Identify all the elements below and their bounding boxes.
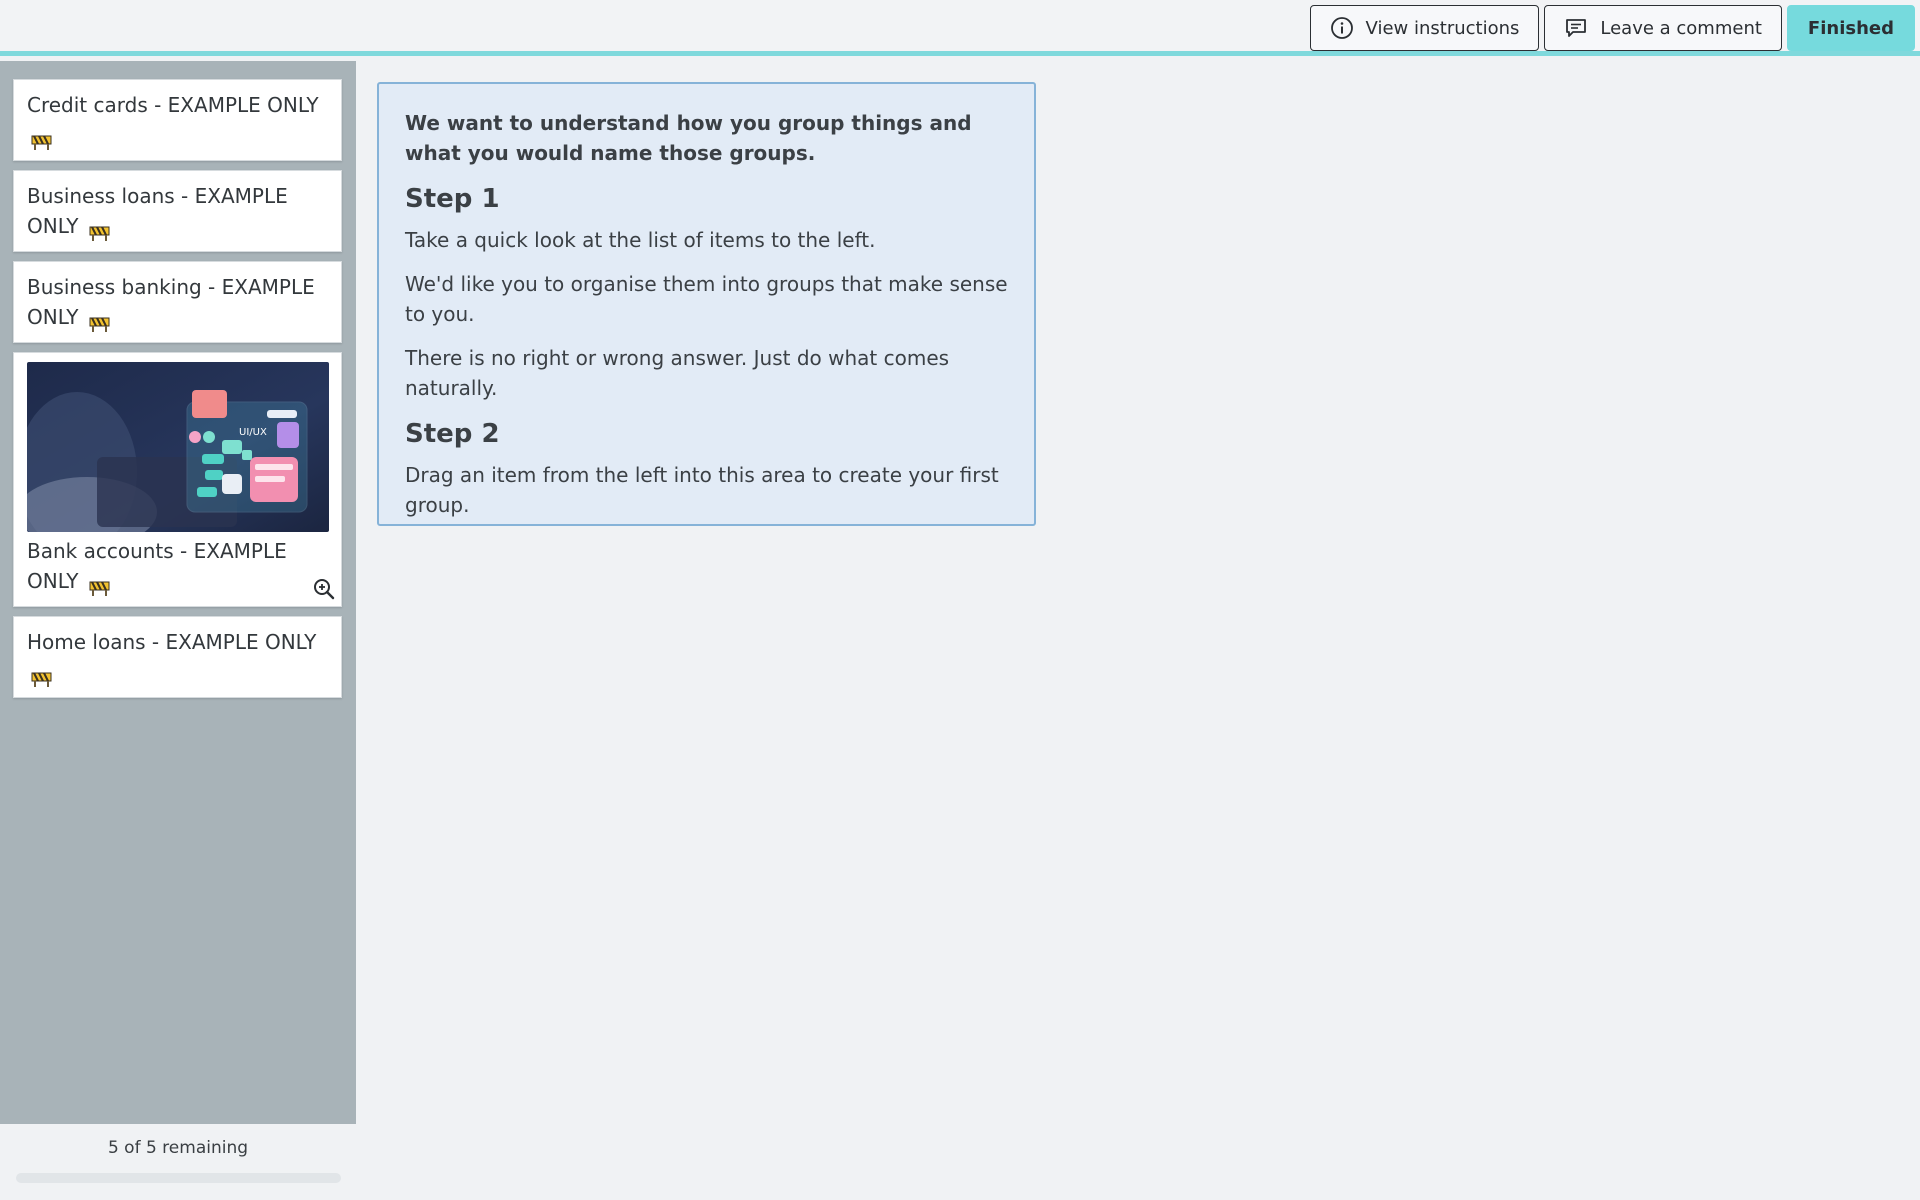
leave-comment-label: Leave a comment bbox=[1600, 17, 1762, 39]
card-label: Home loans - EXAMPLE ONLY bbox=[27, 630, 317, 654]
construction-sign-icon bbox=[89, 220, 110, 236]
top-bar bbox=[0, 0, 1920, 56]
sidebar-footer bbox=[0, 1124, 356, 1200]
card-home-loans[interactable] bbox=[13, 616, 342, 698]
card-credit-cards[interactable] bbox=[13, 79, 342, 161]
instructions-panel[interactable] bbox=[377, 82, 1036, 526]
step-1-text-2: We'd like you to organise them into groups that make sense to you. bbox=[405, 272, 1008, 326]
view-instructions-button[interactable] bbox=[1310, 5, 1540, 51]
card-label: Business loans - EXAMPLE ONLY bbox=[27, 184, 288, 238]
card-business-loans[interactable] bbox=[13, 170, 342, 252]
instructions-intro: We want to understand how you group things and what you would name those groups. bbox=[405, 111, 972, 165]
info-icon bbox=[1330, 16, 1354, 40]
card-label: Credit cards - EXAMPLE ONLY bbox=[27, 93, 319, 117]
remaining-count: 5 of 5 remaining bbox=[107, 1138, 249, 1158]
finished-button[interactable] bbox=[1787, 5, 1915, 51]
step-1-text-1: Take a quick look at the list of items to the left. bbox=[405, 228, 876, 252]
construction-sign-icon bbox=[89, 311, 110, 327]
svg-text:UI/UX: UI/UX bbox=[239, 427, 267, 438]
card-list bbox=[13, 79, 342, 707]
card-bank-accounts[interactable] bbox=[13, 352, 342, 607]
card-business-banking[interactable] bbox=[13, 261, 342, 343]
construction-sign-icon bbox=[89, 575, 110, 591]
topbar-actions bbox=[1310, 5, 1915, 51]
step-2-text-1: Drag an item from the left into this area to create your first group. bbox=[405, 463, 999, 517]
construction-sign-icon bbox=[31, 129, 52, 145]
view-instructions-label: View instructions bbox=[1365, 17, 1520, 39]
step-1-heading: Step 1 bbox=[405, 184, 500, 214]
card-sidebar bbox=[0, 61, 356, 1200]
construction-sign-icon bbox=[31, 666, 52, 682]
zoom-in-icon[interactable] bbox=[312, 577, 336, 601]
step-1-text-3: There is no right or wrong answer. Just do what comes naturally. bbox=[405, 346, 950, 400]
progress-bar bbox=[16, 1173, 341, 1183]
leave-comment-button[interactable] bbox=[1544, 5, 1782, 51]
step-2-heading: Step 2 bbox=[405, 419, 500, 449]
card-label: Bank accounts - EXAMPLE ONLY bbox=[27, 539, 287, 593]
card-image bbox=[27, 362, 329, 532]
comment-icon bbox=[1564, 16, 1588, 40]
finished-label: Finished bbox=[1807, 17, 1894, 39]
card-label: Business banking - EXAMPLE ONLY bbox=[27, 275, 315, 329]
